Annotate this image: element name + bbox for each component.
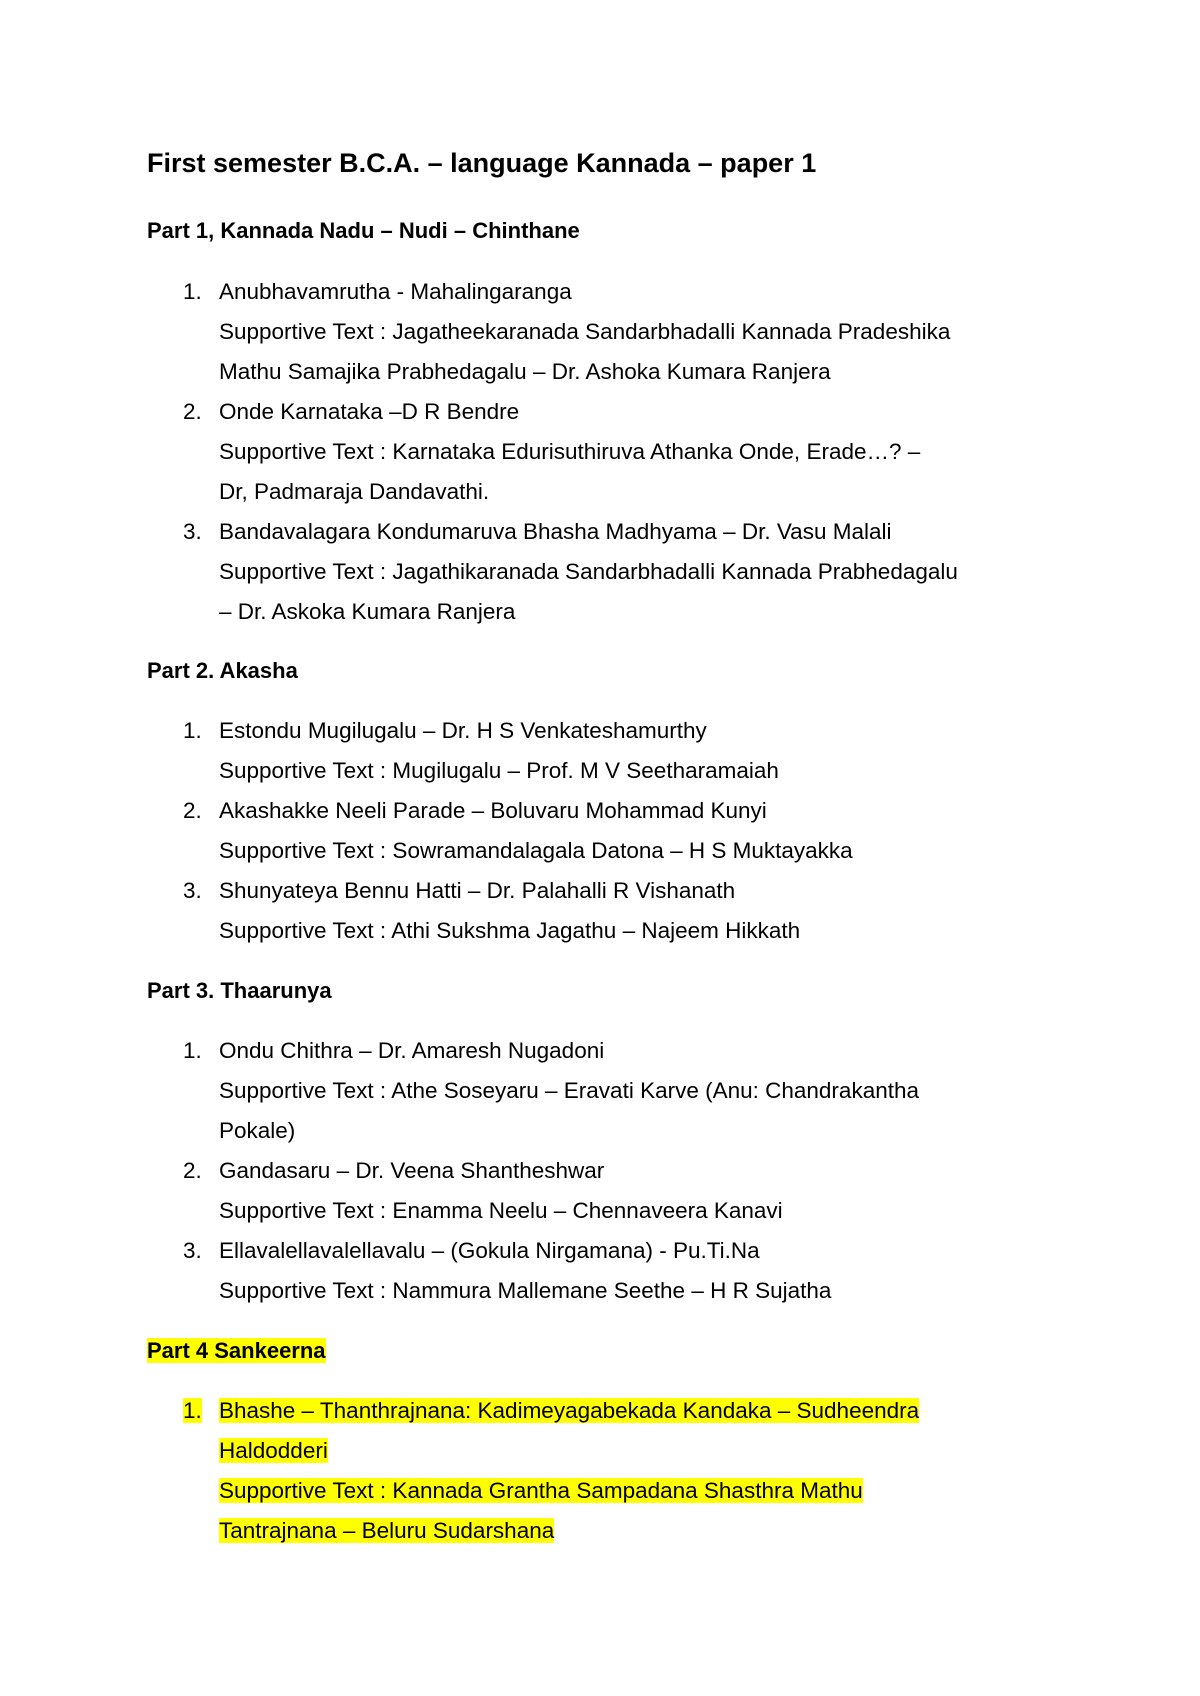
part-1-item-2-title: Onde Karnataka –D R Bendre [219, 399, 520, 424]
part-1-item-1-supportive-text: Supportive Text : Jagatheekaranada Sandarbhadalli Kannada Pradeshika [219, 319, 951, 344]
part-3-item-1-title: Ondu Chithra – Dr. Amaresh Nugadoni [219, 1038, 605, 1063]
part-2-item-3-title: Shunyateya Bennu Hatti – Dr. Palahalli R Vishanath [219, 878, 736, 903]
document-title: First semester B.C.A. – language Kannada – paper 1 [147, 148, 817, 178]
part-2-item-2-supportive-text: Supportive Text : Sowramandalagala Datona – H S Muktayakka [219, 838, 853, 863]
part-1-item-1-supportive-text-cont: Mathu Samajika Prabhedagalu – Dr. Ashoka Kumara Ranjera [219, 359, 831, 384]
part-3-heading: Part 3. Thaarunya [147, 978, 332, 1003]
part-2-item-3-supportive-text: Supportive Text : Athi Sukshma Jagathu – Najeem Hikkath [219, 918, 801, 943]
part-4-item-1-supportive-text-span: Supportive Text : Kannada Grantha Sampadana Shasthra Mathu [219, 1478, 863, 1503]
part-2-item-3-number: 3. [183, 878, 202, 903]
part-2-heading: Part 2. Akasha [147, 658, 298, 683]
part-1-item-3-supportive-text: Supportive Text : Jagathikaranada Sandarbhadalli Kannada Prabhedagalu [219, 559, 958, 584]
part-4-item-1-number-text: 1. [183, 1398, 202, 1423]
part-4-item-1-supportive-text [219, 1478, 863, 1504]
part-1-heading: Part 1, Kannada Nadu – Nudi – Chinthane [147, 218, 580, 243]
part-4-item-1-title [219, 1398, 919, 1424]
part-1-item-1-title: Anubhavamrutha - Mahalingaranga [219, 279, 572, 304]
part-2-item-2-title: Akashakke Neeli Parade – Boluvaru Mohammad Kunyi [219, 798, 767, 823]
part-2-item-2-number: 2. [183, 798, 202, 823]
part-1-item-3-number: 3. [183, 519, 202, 544]
part-4-item-1-title-cont-text: Haldodderi [219, 1438, 328, 1463]
part-1-item-3-supportive-text-cont: – Dr. Askoka Kumara Ranjera [219, 599, 516, 624]
part-3-item-1-supportive-text: Supportive Text : Athe Soseyaru – Eravati Karve (Anu: Chandrakantha [219, 1078, 919, 1103]
part-1-item-2-number: 2. [183, 399, 202, 424]
part-4-item-1-supportive-text-cont [219, 1518, 554, 1544]
part-3-item-3-supportive-text: Supportive Text : Nammura Mallemane Seethe – H R Sujatha [219, 1278, 832, 1303]
part-3-item-2-supportive-text: Supportive Text : Enamma Neelu – Chennaveera Kanavi [219, 1198, 783, 1223]
part-3-item-3-number: 3. [183, 1238, 202, 1263]
part-3-item-1-number: 1. [183, 1038, 202, 1063]
part-4-item-1-supportive-text-cont-span: Tantrajnana – Beluru Sudarshana [219, 1518, 555, 1543]
part-1-item-2-supportive-text: Supportive Text : Karnataka Edurisuthiruva Athanka Onde, Erade…? – [219, 439, 921, 464]
part-1-item-2-supportive-text-cont: Dr, Padmaraja Dandavathi. [219, 479, 490, 504]
part-3-item-1-supportive-text-cont: Pokale) [219, 1118, 296, 1143]
part-2-item-1-supportive-text: Supportive Text : Mugilugalu – Prof. M V Seetharamaiah [219, 758, 779, 783]
part-4-item-1-title-text: Bhashe – Thanthrajnana: Kadimeyagabekada Kandaka – Sudheendra [219, 1398, 920, 1423]
part-1-item-3-title: Bandavalagara Kondumaruva Bhasha Madhyama – Dr. Vasu Malali [219, 519, 892, 544]
part-3-item-2-number: 2. [183, 1158, 202, 1183]
part-1-item-1-number: 1. [183, 279, 202, 304]
part-2-item-1-number: 1. [183, 718, 202, 743]
part-4-heading-text: Part 4 Sankeerna [147, 1338, 326, 1363]
part-3-item-3-title: Ellavalellavalellavalu – (Gokula Nirgamana) - Pu.Ti.Na [219, 1238, 760, 1263]
part-2-item-1-title: Estondu Mugilugalu – Dr. H S Venkateshamurthy [219, 718, 707, 743]
part-3-item-2-title: Gandasaru – Dr. Veena Shantheshwar [219, 1158, 605, 1183]
part-4-item-1-title-cont [219, 1438, 328, 1464]
part-4-heading [147, 1338, 326, 1364]
part-4-item-1-number [183, 1398, 202, 1424]
